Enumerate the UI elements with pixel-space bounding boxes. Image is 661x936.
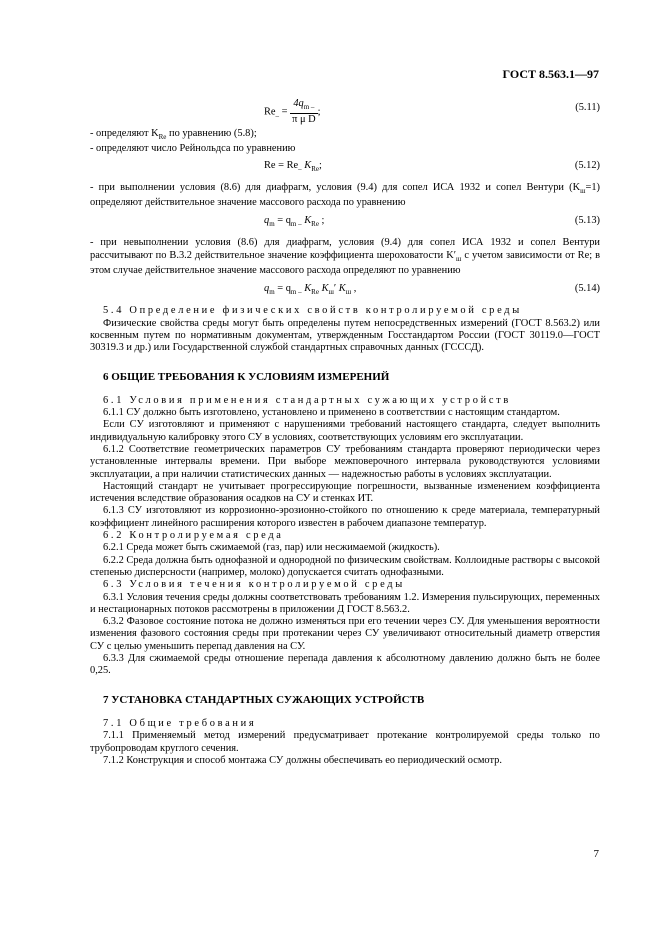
formula-number: (5.14) [574, 283, 600, 295]
paragraph: 6.3.2 Фазовое состояние потока не должно изменяться при его течении через СУ. Для уменьшения вероятности изменения фазового состояния среды при протекании через СУ увеличивают относительный диаметр отверстия СУ с целью уменьшить перепад давления на СУ. [90, 616, 600, 652]
formula-5-12: $Re = Re_-$ $K_{Re}$; (5.12) [264, 159, 600, 173]
paragraph: 6.3.3 Для сжимаемой среды отношение перепада давления к абсолютному давлению должно быть не более 0,25. [90, 653, 600, 677]
section-heading: 6 ОБЩИЕ ТРЕБОВАНИЯ К УСЛОВИЯМ ИЗМЕРЕНИЙ [103, 370, 390, 383]
paragraph: - при невыполнении условия (8.6) для диафрагм, условия (9.4) для сопел ИСА 1932 и сопел Вентури рассчитывают по В.3.2 действительное значение коэффициента шероховатости $K'_ш$ с учетом зависимости от Re; в этом случае действительное значение массового расхода определяют по уравнению [90, 237, 600, 277]
formula-number: (5.11) [575, 102, 600, 113]
paragraph: 6.3.1 Условия течения среды должны соответствовать требованиям 1.2. Измерения пульсирующих, переменных и нестационарных потоков рассмотрены в приложении Д ГОСТ 8.563.2. [90, 591, 600, 615]
paragraph: Если СУ изготовляют и применяют с нарушениями требований настоящего стандарта, следует выполнить индивидуальную калибровку этого СУ в условиях, соответствующих условиям его эксплуатации. [90, 419, 600, 443]
paragraph: 7.1.2 Конструкция и способ монтажа СУ должны обеспечивать ео периодический осмотр. [103, 754, 502, 766]
paragraph: - определяют число Рейнольдса по уравнению [90, 143, 296, 155]
formula-5-14: $q_m = q_{m -}$ $K_{Re}$ $K_ш'$ $K_ш$ , (5.14) [264, 283, 600, 297]
paragraph: 6.2.1 Среда может быть сжимаемой (газ, пар) или несжимаемой (жидкость). [103, 542, 440, 554]
formula-5-13: $q_m = q_{m -}$ $K_{Re}$ ; (5.13) [264, 215, 600, 229]
paragraph: - определяют $K_{Re}$ по уравнению (5.8); [90, 128, 257, 142]
paragraph: 7.1.1 Применяемый метод измерений предусматривает протекание контролируемой среды только по трубопроводам круглого сечения. [90, 730, 600, 754]
paragraph: Физические свойства среды могут быть определены путем непосредственных измерений (ГОСТ 8.563.2) или косвенным путем по нормативным документам, утвержденным Госстандартом России (ГОСТ 30119.0—ГОСТ 30319.3 и др.) или Государственной службой стандартных справочных данных (ГСССД). [90, 317, 600, 354]
formula-number: (5.12) [574, 159, 600, 171]
formula-number: (5.13) [574, 215, 600, 227]
paragraph: 6.1.3 СУ изготовляют из коррозионно-эрозионно-стойкого по отношению к среде материала, температурный коэффициент линейного расширения которого известен в рабочем диапазоне температур. [90, 505, 600, 529]
page-content [90, 98, 600, 767]
paragraph: - при выполнении условия (8.6) для диафрагм, условия (9.4) для сопел ИСА 1932 и сопел Вентури $(K_ш=1)$ определяют действительное значение массового расхода по уравнению [90, 181, 600, 209]
subsection-title: 6.2 Контролируемая среда [103, 530, 284, 542]
page-number: 7 [593, 848, 599, 860]
standard-header: ГОСТ 8.563.1—97 [502, 67, 599, 81]
paragraph: 6.1.2 Соответствие геометрических параметров СУ требованиям стандарта проверяют периодически через установленные интервалы времени. При выборе межповерочного интервала руководствуются условиями эксплуатации, а при наличии статистических данных — надежностью работы в условиях эксплуатации. [90, 443, 600, 480]
subsection-title: 7.1 Общие требования [103, 717, 257, 729]
paragraph: 6.2.2 Среда должна быть однофазной и однородной по физическим свойствам. Коллоидные растворы с высокой степенью дисперсности (например, молоко) допускается считать однофазными. [90, 554, 600, 578]
subsection-title: 6.3 Условия течения контролируемой среды [103, 579, 405, 591]
subsection-title: 6.1 Условия применения стандартных сужающих устройств [103, 394, 512, 406]
section-heading: 7 УСТАНОВКА СТАНДАРТНЫХ СУЖАЮЩИХ УСТРОЙСТВ [103, 693, 425, 706]
subsection-title: 5.4 Определение физических свойств контролируемой среды [103, 305, 522, 317]
paragraph: Настоящий стандарт не учитывает прогрессирующие погрешности, вызванные изменением коэффициента истечения вследствие образования осадков на СУ и стенках ИТ. [90, 480, 600, 505]
paragraph: 6.1.1 СУ должно быть изготовлено, установлено и применено в соответствии с настоящим стандартом. [103, 407, 560, 419]
formula-5-11: $Re_-$ = $\frac{4q_{m -}}{\text{π μ D}}$ ; (5.11) [264, 98, 600, 126]
